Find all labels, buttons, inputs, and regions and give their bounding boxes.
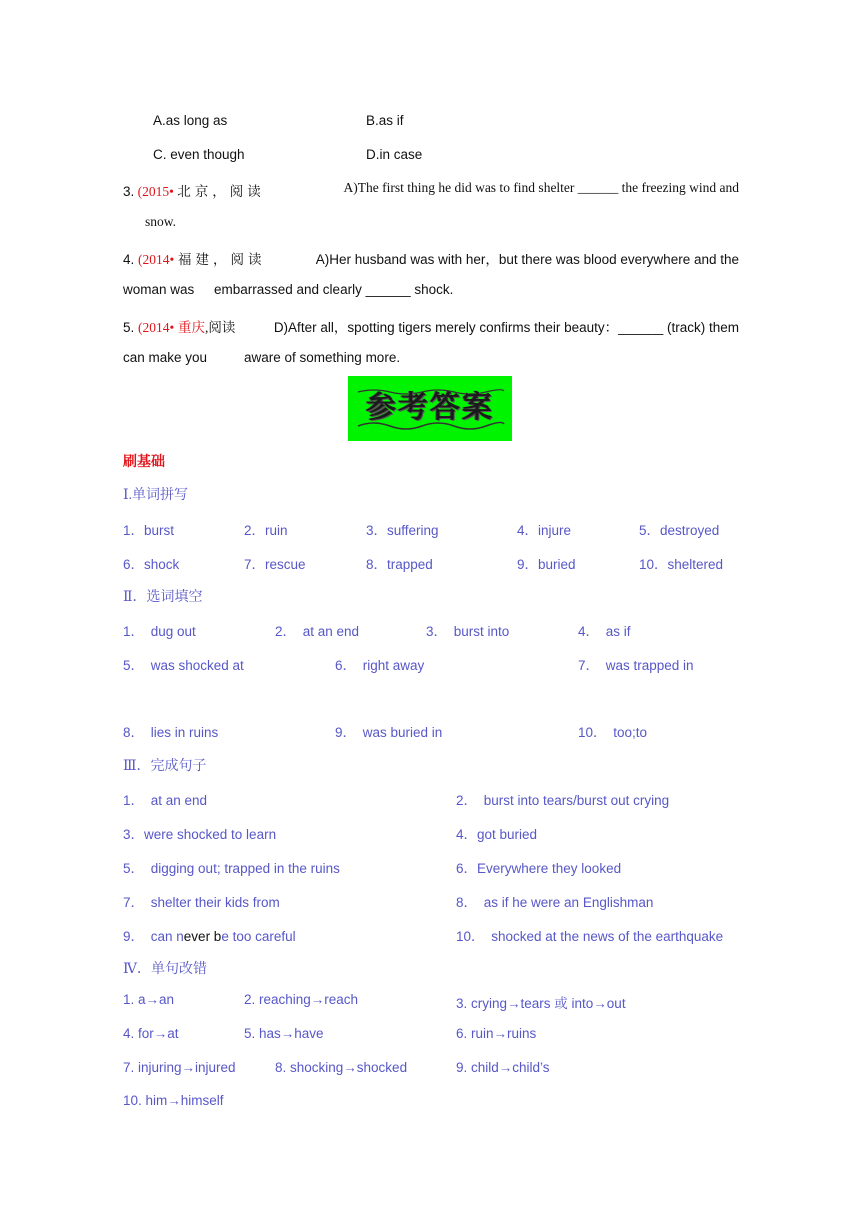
q5-place: 重庆 <box>178 320 206 335</box>
s1-item-9: 9．buried <box>517 557 576 572</box>
s1-item-10: 10．sheltered <box>639 557 724 572</box>
s4-item-1: 1. a→an <box>123 992 175 1007</box>
section-4-title: Ⅳ．单句改错 <box>123 962 207 977</box>
s3-item-9 <box>123 925 296 945</box>
s2-item-2: 2． at an end <box>275 624 360 639</box>
q5-number: 5. <box>123 320 135 335</box>
s4-item-4: 4. for→at <box>123 1026 179 1041</box>
s3-item-5: 5． digging out; trapped in the ruins <box>123 861 340 876</box>
question-5-line1 <box>123 316 739 336</box>
q5-source: (2014• <box>138 320 175 335</box>
q3-text-line2: snow. <box>145 214 177 229</box>
q4-place: 福建，阅读 <box>178 252 266 267</box>
q5-text-line2b: aware of something more. <box>244 350 401 365</box>
option-c: C. even though <box>153 147 245 162</box>
section-1-title: Ⅰ.单词拼写 <box>123 488 189 503</box>
s1-item-5: 5．destroyed <box>639 523 720 538</box>
s2-item-7: 7． was trapped in <box>578 658 694 673</box>
section-3-title: Ⅲ．完成句子 <box>123 759 207 774</box>
q5-place2: ,阅读 <box>205 320 236 335</box>
s4-item-3: 3. crying→tears 或 into→out <box>456 996 626 1011</box>
q4-number: 4. <box>123 252 135 267</box>
s4-item-6: 6. ruin→ruins <box>456 1026 537 1041</box>
q3-source: (2015• <box>137 184 174 199</box>
option-a: A.as long as <box>153 113 228 128</box>
s1-item-6: 6．shock <box>123 557 180 572</box>
s2-item-5: 5． was shocked at <box>123 658 244 673</box>
q3-text: A)The first thing he did was to find shelter ______ the freezing wind and <box>343 180 739 195</box>
option-d: D.in case <box>366 147 423 162</box>
s4-item-10: 10. him→himself <box>123 1093 224 1108</box>
s1-item-3: 3．suffering <box>366 523 439 538</box>
s2-item-4: 4． as if <box>578 624 631 639</box>
s3-item-7: 7． shelter their kids from <box>123 895 280 910</box>
s3-item-9-part-a: 9． can n <box>123 929 184 944</box>
s3-item-9-part-c: e too careful <box>221 929 296 944</box>
s3-item-2: 2． burst into tears/burst out crying <box>456 793 670 808</box>
s4-item-9: 9. child→child’s <box>456 1060 550 1075</box>
q5-text: D)After all，spotting tigers merely confirms their beauty：______ (track) them <box>273 320 739 335</box>
s1-item-1: 1．burst <box>123 523 175 538</box>
section-2-title: Ⅱ．选词填空 <box>123 590 203 605</box>
s3-item-1: 1． at an end <box>123 793 208 808</box>
s4-item-2: 2. reaching→reach <box>244 992 359 1007</box>
s2-item-9: 9． was buried in <box>335 725 443 740</box>
q4-text-line2b: embarrassed and clearly ______ shock. <box>214 282 454 297</box>
q4-source: (2014• <box>138 252 175 267</box>
answer-key-title: 参考答案 <box>366 390 494 425</box>
heading-brush-basics: 刷基础 <box>123 453 165 469</box>
answer-key-banner-frame <box>354 386 506 430</box>
s4-item-7: 7. injuring→injured <box>123 1060 236 1075</box>
s1-item-8: 8．trapped <box>366 557 433 572</box>
q3-place: 北京，阅读 <box>177 184 265 199</box>
answer-key-banner <box>348 376 512 441</box>
s3-item-4: 4．got buried <box>456 827 538 842</box>
s3-item-3: 3．were shocked to learn <box>123 827 277 842</box>
s1-item-2: 2．ruin <box>244 523 288 538</box>
s2-item-3: 3． burst into <box>426 624 510 639</box>
s2-item-6: 6． right away <box>335 658 425 673</box>
question-4-line1 <box>123 248 739 268</box>
q4-text: A)Her husband was with her，but there was blood everywhere and the <box>315 252 739 267</box>
q4-text-line2a: woman was <box>123 282 195 297</box>
q3-number: 3. <box>123 184 135 199</box>
s1-item-4: 4．injure <box>517 523 572 538</box>
s3-item-9-part-b: ever b <box>183 929 222 944</box>
s2-item-1: 1． dug out <box>123 624 196 639</box>
s4-item-5: 5. has→have <box>244 1026 324 1041</box>
s2-item-8: 8． lies in ruins <box>123 725 219 740</box>
s4-item-8: 8. shocking→shocked <box>275 1060 408 1075</box>
s3-item-10: 10． shocked at the news of the earthquake <box>456 929 724 944</box>
question-3-line1 <box>123 180 739 200</box>
s3-item-8: 8． as if he were an Englishman <box>456 895 654 910</box>
s3-item-6: 6．Everywhere they looked <box>456 861 622 876</box>
s1-item-7: 7．rescue <box>244 557 306 572</box>
option-b: B.as if <box>366 113 404 128</box>
s2-item-10: 10． too;to <box>578 725 648 740</box>
q5-text-line2a: can make you <box>123 350 208 365</box>
